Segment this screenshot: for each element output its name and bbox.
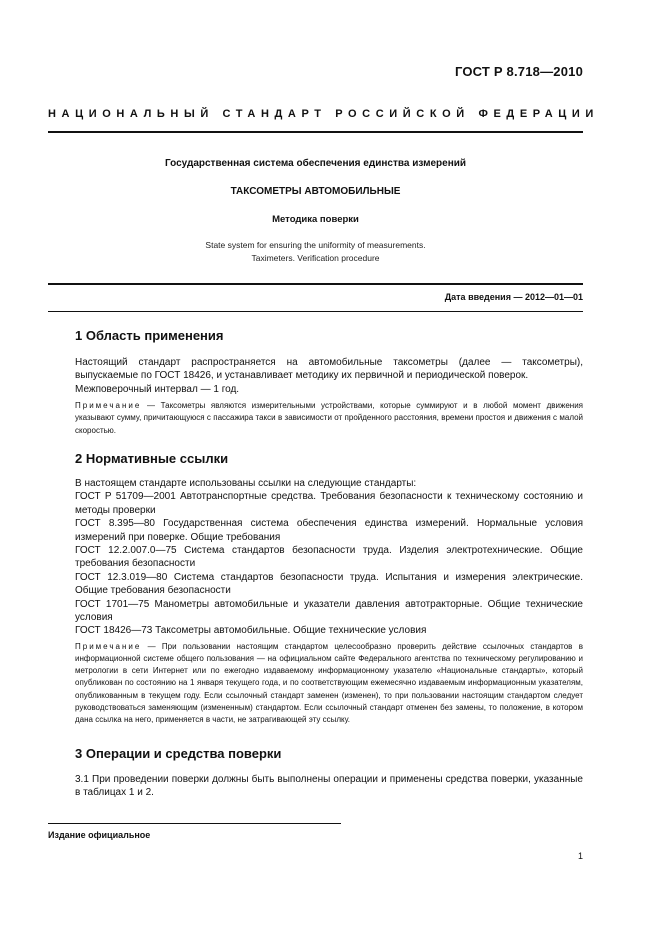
- reference-item: ГОСТ 12.3.019—80 Система стандартов безопасности труда. Испытания и измерения электрические. Общие требования безопасности: [75, 571, 583, 597]
- note-label: Примечание: [75, 401, 142, 411]
- note-text: — При пользовании настоящим стандартом целесообразно проверить действие ссылочных стандартов в информационной системе общего пользования — на официальном сайте Федерального агентства по техническому регулированию и метрологии в сети Интернет или по ежегодно издаваемому информационному указателю «Национальные стандарты», который опубликован по состоянию на 1 января текущего года, и по соответствующим ежемесячно издаваемым информационным указателям, опубликованным в текущем году. Если ссылочный стандарт заменен (изменен), то при пользовании настоящим стандартом следует руководствоваться заменяющим (измененным) стандартом. Если ссылочный стандарт отменен без замены, то положение, в котором дана ссылка на него, применяется в части, не затрагивающей эту ссылку.: [75, 641, 583, 725]
- english-title: [48, 239, 583, 265]
- section-1-paragraph-2: Межповерочный интервал — 1 год.: [75, 383, 240, 395]
- section-2-body: [75, 477, 583, 726]
- reference-item: ГОСТ 1701—75 Манометры автомобильные и указатели давления автотракторные. Общие технические условия: [75, 598, 583, 624]
- introduction-date: Дата введения — 2012—01—01: [444, 292, 583, 302]
- section-2-heading: 2 Нормативные ссылки: [75, 451, 229, 466]
- date-rule: [48, 311, 583, 312]
- section-3-paragraph-1: 3.1 При проведении поверки должны быть выполнены операции и применены средства поверки, указанные в таблицах 1 и 2.: [75, 774, 583, 799]
- reference-item: ГОСТ 8.395—80 Государственная система обеспечения единства измерений. Нормальные условия измерений при поверке. Общие требования: [75, 518, 583, 543]
- section-2-note: [75, 641, 583, 726]
- english-title-line-1: State system for ensuring the uniformity of measurements.: [205, 240, 426, 250]
- section-3-heading: 3 Операции и средства поверки: [75, 746, 282, 761]
- system-title: Государственная система обеспечения единства измерений: [164, 158, 467, 169]
- official-edition-label: Издание официальное: [48, 830, 151, 840]
- document-title: ТАКСОМЕТРЫ АВТОМОБИЛЬНЫЕ: [230, 186, 401, 197]
- title-rule: [48, 283, 583, 285]
- reference-item: ГОСТ 12.2.007.0—75 Система стандартов безопасности труда. Изделия электротехнические. Общие требования безопасности: [75, 545, 583, 570]
- section-1-heading: 1 Область применения: [75, 328, 224, 343]
- header-rule: [48, 131, 583, 133]
- section-1-note: [75, 400, 583, 437]
- reference-item: ГОСТ Р 51709—2001 Автотранспортные средства. Требования безопасности к техническому состоянию и методы проверки: [75, 491, 583, 516]
- footer-rule: [48, 823, 341, 824]
- section-2-intro: В настоящем стандарте использованы ссылки на следующие стандарты:: [75, 478, 417, 489]
- note-label: Примечание: [75, 641, 142, 651]
- document-subtitle: Методика поверки: [272, 214, 359, 225]
- document-code: ГОСТ Р 8.718—2010: [454, 64, 583, 79]
- english-title-line-2: Taximeters. Verification procedure: [251, 253, 380, 263]
- reference-item: ГОСТ 18426—73 Таксометры автомобильные. Общие технические условия: [75, 625, 427, 637]
- national-standard-banner: НАЦИОНАЛЬНЫЙ СТАНДАРТ РОССИЙСКОЙ ФЕДЕРАЦИИ: [48, 108, 599, 120]
- section-1-paragraph-1: Настоящий стандарт распространяется на автомобильные таксометры (далее — таксометры), выпускаемые по ГОСТ 18426, и устанавливает методику их первичной и периодической поверок.: [75, 357, 583, 382]
- section-3-body: [75, 773, 583, 800]
- page-number: 1: [577, 851, 583, 861]
- section-1-body: [75, 356, 583, 437]
- note-text: — Таксометры являются измерительными устройствами, которые суммируют и в любой момент движения указывают сумму, причитающуюся с пассажира такси в зависимости от пройденного расстояния, времени простоя и движения с малой скоростью.: [75, 401, 584, 435]
